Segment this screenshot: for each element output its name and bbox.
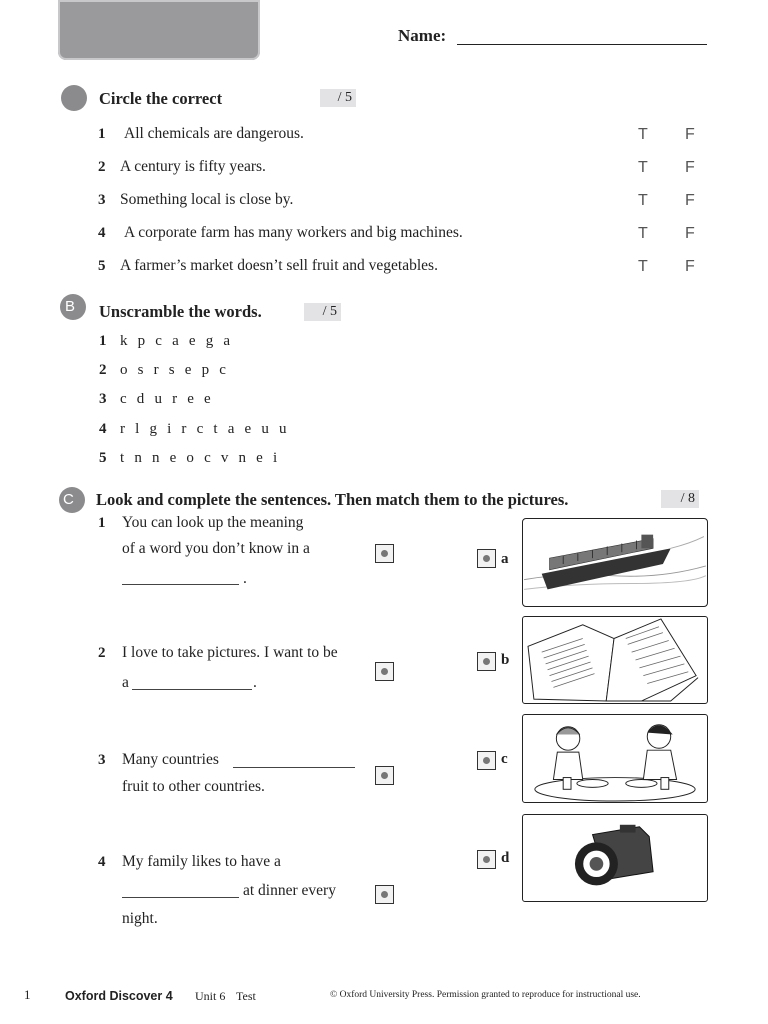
false-option[interactable]: F [685,258,695,275]
picture-c [522,714,708,803]
name-label: Name: [398,26,447,45]
scrambled-word: r l g i r c t a e u u [120,421,290,437]
true-option[interactable]: T [638,258,648,275]
match-dot-2[interactable] [375,662,394,681]
copyright-notice: © Oxford University Press. Permission granted to reproduce for instructional use. [330,990,641,1000]
statement-text: All chemicals are dangerous. [124,125,304,142]
picture-dot-b[interactable] [477,652,496,671]
match-dot-1[interactable] [375,544,394,563]
section-c-title: Look and complete the sentences. Then match them to the pictures. [96,490,569,509]
item-number: 5 [98,258,106,274]
picture-dot-a[interactable] [477,549,496,568]
sentence-line: of a word you don’t know in a [122,540,310,557]
section-b-score: / 5 [304,303,341,321]
section-b-title: Unscramble the words. [99,302,262,321]
picture-letter: a [501,551,509,567]
sentence-line: My family likes to have a [122,853,281,870]
section-a-score: / 5 [320,89,356,107]
scrambled-word: c d u r e e [120,391,214,407]
section-c-badge: C [59,487,85,513]
item-number: 3 [98,192,106,208]
item-number: 4 [99,421,107,437]
item-number: 2 [98,645,106,661]
sentence-end: at dinner every [243,882,336,899]
picture-letter: c [501,751,508,767]
true-option[interactable]: T [638,126,648,143]
section-a-badge [61,85,87,111]
false-option[interactable]: F [685,192,695,209]
picture-b [522,616,708,704]
item-number: 3 [98,752,106,768]
picture-dot-c[interactable] [477,751,496,770]
match-dot-4[interactable] [375,885,394,904]
item-number: 5 [99,450,107,466]
two-people-eating-icon [523,715,707,802]
match-dot-3[interactable] [375,766,394,785]
false-option[interactable]: F [685,126,695,143]
section-c-score: / 8 [661,490,699,508]
picture-a [522,518,708,607]
statement-text: A century is fifty years. [120,158,266,175]
item-number: 4 [98,854,106,870]
statement-text: A corporate farm has many workers and big machines. [124,224,463,241]
answer-blank[interactable] [122,897,239,898]
sentence-line: fruit to other countries. [122,778,265,795]
page-number: 1 [24,987,31,1002]
answer-blank[interactable] [132,689,252,690]
item-number: 1 [98,515,106,531]
section-a-title: Circle the correct [99,89,223,108]
picture-letter: d [501,850,510,866]
test-label: Test [236,989,256,1003]
false-option[interactable]: F [685,225,695,242]
true-option[interactable]: T [638,192,648,209]
sentence-end: . [253,674,257,691]
sentence-start: a [122,674,129,691]
camera-icon [523,815,707,901]
sentence-line: night. [122,910,158,927]
sentence-line: I love to take pictures. I want to be [122,644,338,661]
picture-dot-d[interactable] [477,850,496,869]
picture-d [522,814,708,902]
sentence-line: You can look up the meaning [122,514,304,531]
scrambled-word: o s r s e p c [120,362,230,378]
open-dictionary-icon [523,617,707,703]
scrambled-word: t n n e o c v n e i [120,450,281,466]
true-option[interactable]: T [638,159,648,176]
false-option[interactable]: F [685,159,695,176]
sentence-end: . [243,570,247,587]
cargo-ship-icon [523,519,707,606]
brand-name: Oxford Discover 4 [65,989,173,1003]
picture-letter: b [501,652,510,668]
unit-label: Unit 6 [195,989,226,1003]
item-number: 3 [99,391,107,407]
scrambled-word: k p c a e g a [120,333,234,349]
header-tab [58,0,260,60]
item-number: 1 [98,126,106,142]
section-b-badge: B [60,294,86,320]
item-number: 4 [98,225,106,241]
sentence-start: Many countries [122,751,219,768]
answer-blank[interactable] [233,767,355,768]
name-field-line[interactable] [457,44,707,45]
true-option[interactable]: T [638,225,648,242]
answer-blank[interactable] [122,584,239,585]
item-number: 2 [98,159,106,175]
statement-text: Something local is close by. [120,191,294,208]
item-number: 2 [99,362,107,378]
statement-text: A farmer’s market doesn’t sell fruit and vegetables. [120,257,438,274]
item-number: 1 [99,333,107,349]
